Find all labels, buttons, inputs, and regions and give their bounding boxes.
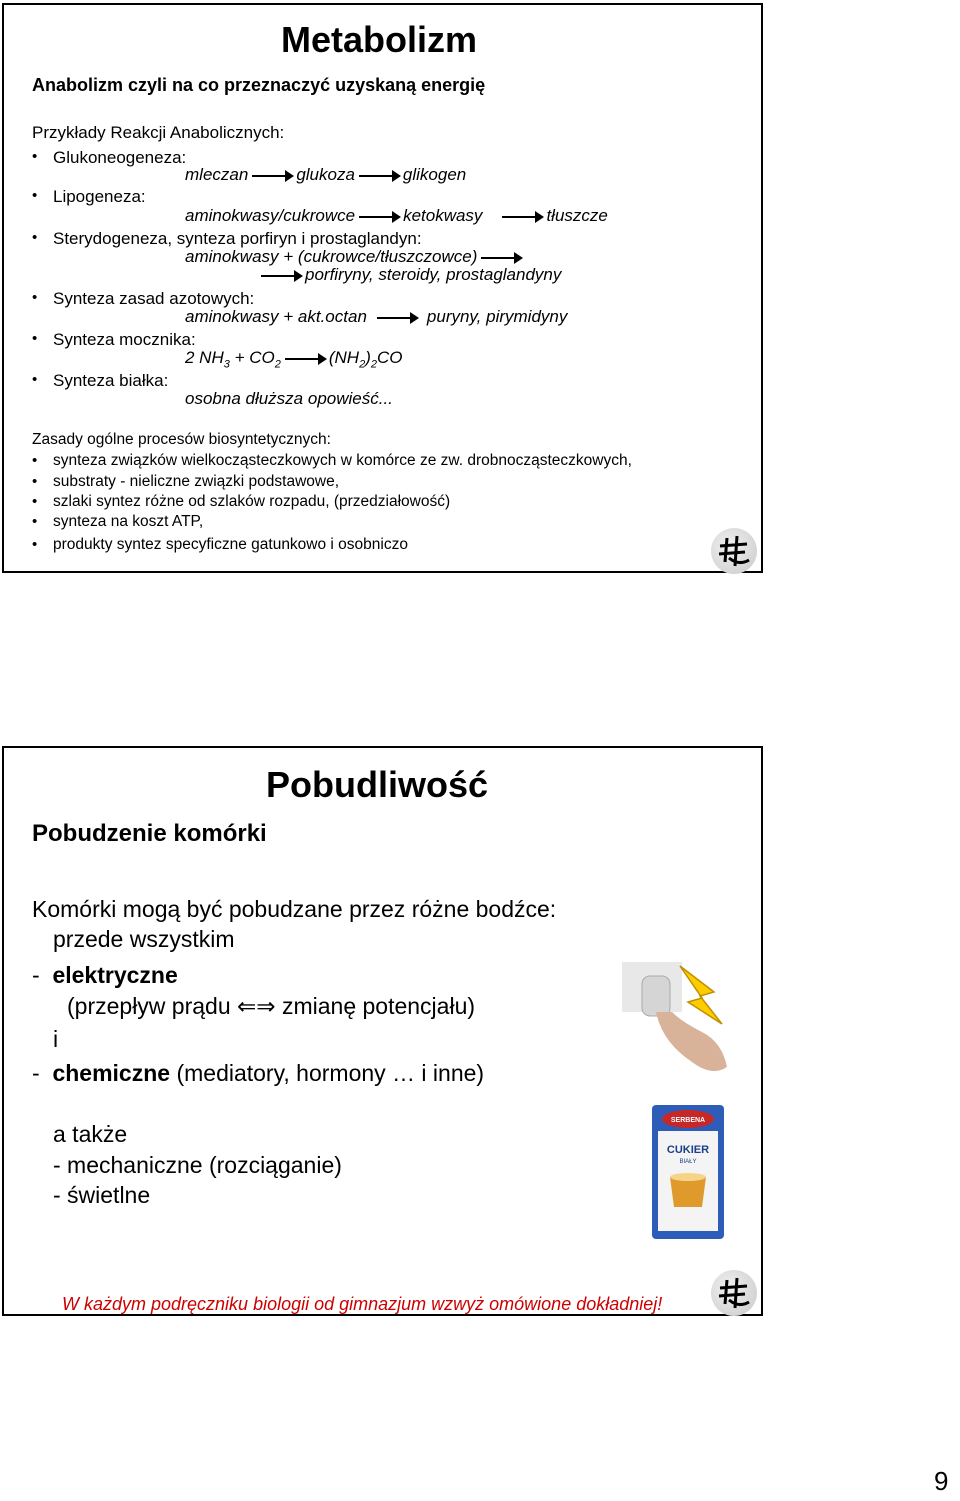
slide-subtitle: Pobudzenie komórki (32, 820, 267, 847)
compound: puryny, pirymidyny (426, 307, 568, 326)
stimulus-name: chemiczne (52, 1060, 171, 1086)
detail-text: zmianę potencjału) (275, 993, 476, 1019)
item-label: Synteza białka: (53, 371, 169, 390)
compound: aminokwasy + akt.octan (185, 307, 367, 326)
reaction-chain (185, 307, 567, 327)
arrow-icon (359, 216, 399, 218)
arrow-icon (359, 175, 399, 177)
arrow-icon (502, 216, 542, 218)
arrow-icon (481, 257, 521, 259)
stimulus-name: elektryczne (52, 962, 178, 988)
arrow-icon (261, 275, 301, 277)
intro-text: przede wszystkim (53, 926, 235, 952)
page-number: 9 (934, 1466, 949, 1496)
compound: aminokwasy/cukrowce (185, 206, 356, 225)
footer-note: W każdym podręczniku biologii od gimnazjum wzwyż omówione dokładniej! (62, 1294, 663, 1314)
sugar-package-image (648, 1103, 728, 1241)
subscript: 2 (274, 358, 281, 371)
compound: glukoza (296, 165, 355, 184)
bullet: • (32, 289, 38, 306)
item-label: Synteza mocznika: (53, 330, 196, 349)
item-text: osobna dłuższa opowieść... (185, 389, 393, 408)
sugar-label2: BIAŁY (679, 1159, 697, 1165)
subscript: 2 (359, 358, 366, 371)
conjunction: i (53, 1026, 59, 1052)
bullet: • (32, 371, 38, 388)
compound: porfiryny, steroidy, prostaglandyny (305, 265, 562, 284)
arrow-icon (285, 358, 325, 360)
compound: ) (365, 348, 371, 367)
compound: glikogen (402, 165, 467, 184)
reaction-chain (185, 348, 403, 370)
stimulus-mechanical: - mechaniczne (rozciąganie) (53, 1152, 342, 1178)
subscript: 2 (370, 358, 377, 371)
bullet: • (32, 229, 38, 246)
item-label: Lipogeneza: (53, 187, 146, 206)
stimulus-chemical (32, 1060, 484, 1087)
bullet: • (32, 330, 38, 347)
stimulus-detail (67, 993, 475, 1020)
principle-item: substraty - nieliczne związki podstawowe, (53, 473, 340, 490)
compound: CO (377, 348, 403, 367)
dash: - (32, 962, 40, 988)
item-label: Glukoneogeneza: (53, 148, 187, 167)
compound: 2 NH (185, 348, 224, 367)
university-logo-icon (711, 1270, 757, 1316)
bullet: • (32, 536, 38, 553)
slide-subtitle: Anabolizm czyli na co przeznaczyć uzyskaną energię (32, 75, 486, 95)
bullet: • (32, 473, 38, 490)
bullet: • (32, 148, 38, 165)
intro-text: Komórki mogą być pobudzane przez różne bodźce: (32, 896, 557, 922)
reaction-chain (185, 247, 525, 267)
electric-plug-image (622, 962, 732, 1082)
stimulus-light: - świetlne (53, 1182, 151, 1208)
reaction-chain (185, 165, 466, 185)
detail-text: (przepływ prądu (67, 993, 238, 1019)
sugar-label: CUKIER (666, 1144, 710, 1156)
dash: - (32, 1060, 40, 1086)
compound: + CO (229, 348, 275, 367)
sugar-brand: SERBENA (670, 1117, 706, 1124)
principles-header: Zasady ogólne procesów biosyntetycznych: (32, 431, 331, 448)
compound: tłuszcze (546, 206, 608, 225)
item-label: Sterydogeneza, synteza porfiryn i prostaglandyn: (53, 229, 422, 248)
reaction-chain (257, 265, 561, 285)
university-logo-icon (711, 528, 757, 574)
slide-metabolizm (2, 3, 763, 573)
compound: mleczan (185, 165, 249, 184)
slide-title: Pobudliwość (266, 764, 489, 805)
compound: ketokwasy (403, 206, 483, 225)
arrow-icon (377, 317, 417, 319)
bidirectional-arrow-icon: ⇐⇒ (237, 993, 276, 1019)
principle-item: synteza na koszt ATP, (53, 513, 204, 530)
stimulus-electric (32, 962, 178, 989)
bullet: • (32, 452, 38, 469)
principle-item: produkty syntez specyficzne gatunkowo i osobniczo (53, 536, 408, 553)
bullet: • (32, 513, 38, 530)
slide-pobudliwosc (2, 746, 763, 1316)
slide-title: Metabolizm (281, 19, 478, 60)
arrow-icon (252, 175, 292, 177)
item-label: Synteza zasad azotowych: (53, 289, 255, 308)
subscript: 3 (223, 358, 230, 371)
compound: (NH (328, 348, 360, 367)
principle-item: szlaki syntez różne od szlaków rozpadu, (przedziałowość) (53, 493, 451, 510)
reaction-chain (185, 206, 608, 226)
detail-text: (mediatory, hormony … i inne) (170, 1060, 485, 1086)
also-text: a także (53, 1121, 128, 1147)
examples-header: Przykłady Reakcji Anabolicznych: (32, 123, 285, 142)
bullet: • (32, 187, 38, 204)
compound: aminokwasy + (cukrowce/tłuszczowce) (185, 247, 478, 266)
principle-item: synteza związków wielkocząsteczkowych w komórce ze zw. drobnocząsteczkowych, (53, 452, 632, 469)
bullet: • (32, 493, 38, 510)
